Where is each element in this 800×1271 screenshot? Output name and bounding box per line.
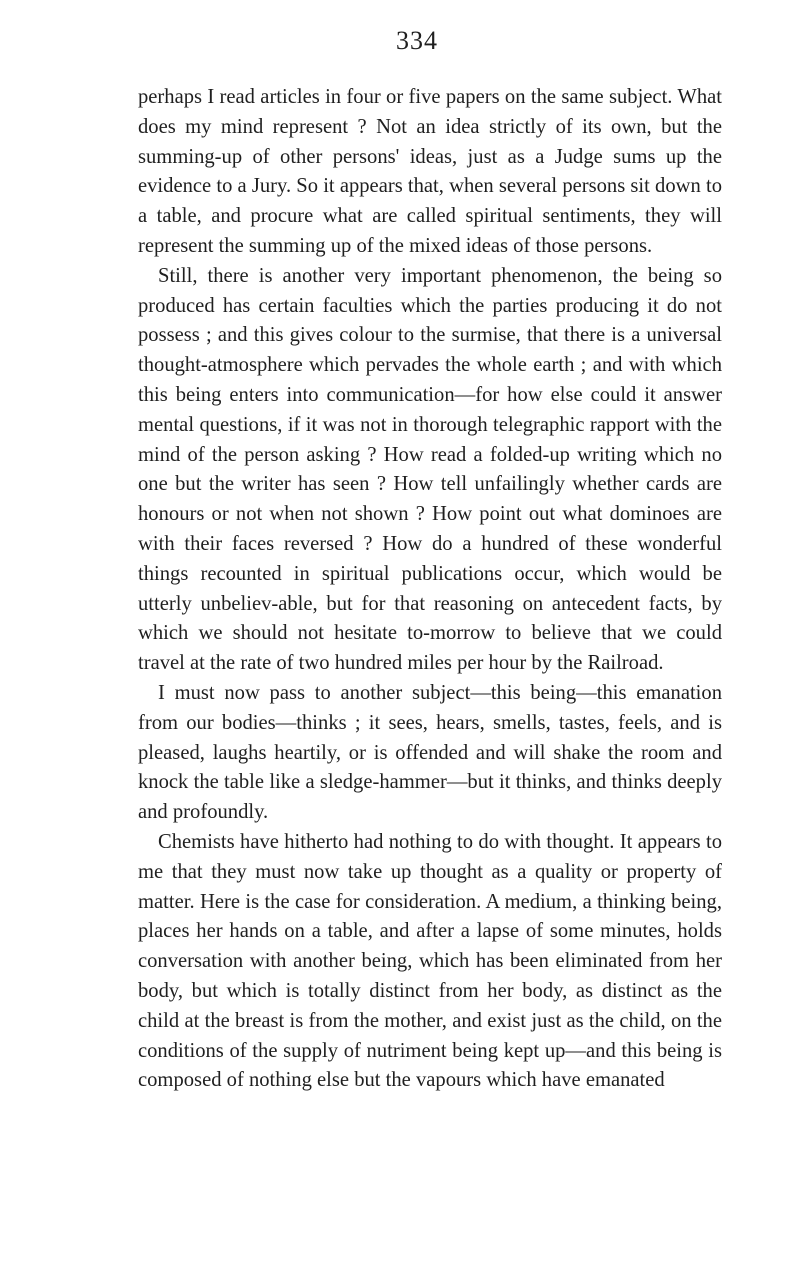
page-number: 334 [396,26,438,55]
body-text [138,83,722,1096]
paragraph-4: Chemists have hitherto had nothing to do with thought. It appears to me that they must now take up thought as a quality or property of matter. Here is the case for consideration. A medium, a thinking being, places her hands on a table, and after a lapse of some minutes, holds conversation with another being, which has been eliminated from her body, but which is totally distinct from her body, as distinct as the child at the breast is from the mother, and exist just as the child, on the conditions of the supply of nutriment being kept up—and this being is composed of nothing else but the vapours which have emanated [138,830,722,1092]
paragraph-1: perhaps I read articles in four or five papers on the same subject. What does my mind represent ? Not an idea strictly of its own, but the summing-up of other persons' ideas, just as a Judge sums up the evidence to a Jury. So it appears that, when several persons sit down to a table, and procure what are called spiritual sentiments, they will represent the summing up of the mixed ideas of those persons. [138,86,722,257]
paragraph-3: I must now pass to another subject—this being—this emanation from our bodies—thinks ; it sees, hears, smells, tastes, feels, and is pleased, laughs heartily, or is offended and will shake the room and knock the table like a sledge-hammer—but it thinks, and thinks deeply and profoundly. [138,681,722,824]
paragraph-2: Still, there is another very important phenomenon, the being so produced has certain faculties which the parties producing it do not possess ; and this gives colour to the surmise, that there is a universal thought-atmosphere which pervades the whole earth ; and with which this being enters into communication—for how else could it answer mental questions, if it was not in thorough telegraphic rapport with the mind of the person asking ? How read a folded-up writing which no one but the writer has seen ? How tell unfailingly whether cards are honours or not when not shown ? How point out what dominoes are with their faces reversed ? How do a hundred of these wonderful things recounted in spiritual publications occur, which would be utterly unbeliev-able, but for that reasoning on antecedent facts, by which we should not hesitate to-morrow to believe that we could travel at the rate of two hundred miles per hour by the Railroad. [138,264,722,675]
